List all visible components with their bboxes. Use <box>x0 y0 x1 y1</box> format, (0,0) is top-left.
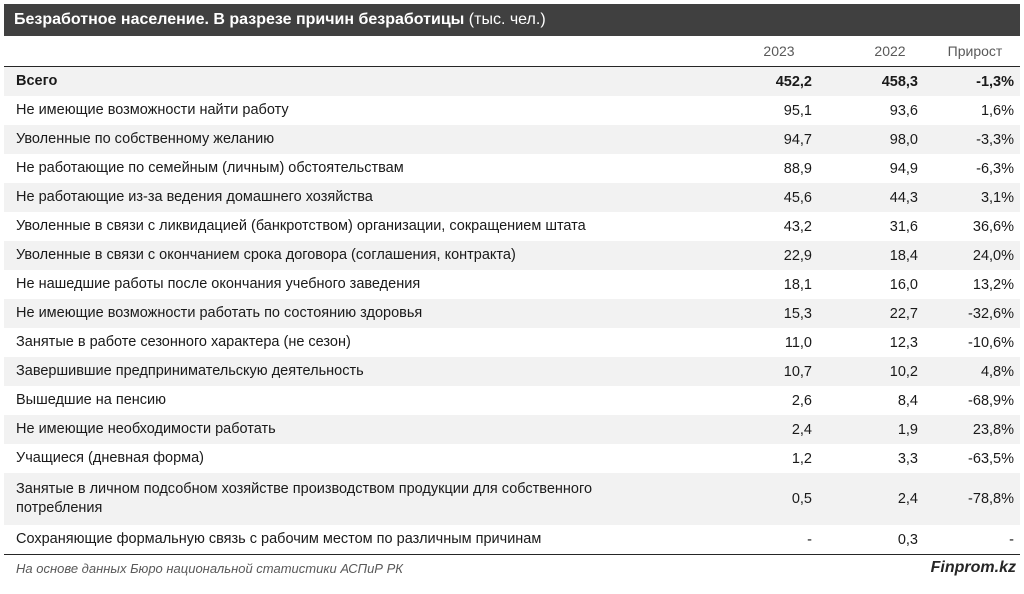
footer <box>4 555 1020 581</box>
row-value-2022: 98,0 <box>889 131 918 148</box>
row-value-growth: 13,2% <box>972 276 1014 293</box>
row-value-growth: -1,3% <box>976 73 1014 90</box>
header-2022: 2022 <box>874 43 906 59</box>
data-table <box>4 36 1020 555</box>
table-row <box>4 154 1020 183</box>
title-unit: (тыс. чел.) <box>468 11 546 28</box>
row-value-2023: 10,7 <box>783 363 812 380</box>
row-value-growth: -32,6% <box>968 305 1014 322</box>
row-label: Вышедшие на пенсию <box>16 392 167 408</box>
table-row <box>4 125 1020 154</box>
row-value-2022: 3,3 <box>897 450 918 467</box>
row-value-2023: 1,2 <box>791 450 812 467</box>
table-row <box>4 328 1020 357</box>
row-label: Не работающие из-за ведения домашнего хозяйства <box>16 189 373 205</box>
row-value-2022: 18,4 <box>889 247 918 264</box>
table-row <box>4 357 1020 386</box>
row-value-growth: 36,6% <box>972 218 1014 235</box>
row-value-growth: 1,6% <box>980 102 1014 119</box>
row-value-2023: 88,9 <box>783 160 812 177</box>
header-2023: 2023 <box>763 43 795 59</box>
row-value-2023: 18,1 <box>783 276 812 293</box>
table-row <box>4 299 1020 328</box>
row-value-growth: -6,3% <box>976 160 1014 177</box>
row-value-growth: -63,5% <box>968 450 1014 467</box>
row-value-2022: 2,4 <box>897 491 918 507</box>
table-title <box>4 4 1020 36</box>
row-value-2023: 94,7 <box>783 131 812 148</box>
table-row <box>4 415 1020 444</box>
row-value-2023: 2,4 <box>791 421 812 438</box>
table-row <box>4 386 1020 415</box>
row-value-growth: 4,8% <box>980 363 1014 380</box>
header-growth: Прирост <box>947 43 1003 59</box>
table-row <box>4 212 1020 241</box>
row-value-growth: -3,3% <box>976 131 1014 148</box>
row-value-2022: 16,0 <box>889 276 918 293</box>
row-value-2022: 1,9 <box>897 421 918 438</box>
row-label: Не имеющие возможности найти работу <box>16 102 289 118</box>
row-value-2023: 2,6 <box>791 392 812 409</box>
table-row <box>4 444 1020 473</box>
row-value-2023: 45,6 <box>783 189 812 206</box>
row-value-2023: 43,2 <box>783 218 812 235</box>
row-value-2022: 458,3 <box>881 73 918 90</box>
row-value-2022: 8,4 <box>897 392 918 409</box>
table-row-total <box>4 67 1020 96</box>
row-label: Уволенные в связи с окончанием срока договора (соглашения, контракта) <box>16 247 516 263</box>
row-value-2022: 10,2 <box>889 363 918 380</box>
row-value-2023: 22,9 <box>783 247 812 264</box>
row-label: Не имеющие необходимости работать <box>16 421 276 437</box>
row-value-2023: 452,2 <box>775 73 812 90</box>
row-value-growth: 23,8% <box>972 421 1014 438</box>
row-value-2023: 15,3 <box>783 305 812 322</box>
row-value-2023: - <box>807 531 812 548</box>
table-row <box>4 525 1020 555</box>
row-value-2022: 93,6 <box>889 102 918 119</box>
row-value-growth: -10,6% <box>968 334 1014 351</box>
row-value-2023: 0,5 <box>791 491 812 507</box>
table-body <box>4 67 1020 555</box>
table-row <box>4 96 1020 125</box>
row-value-growth: -78,8% <box>968 491 1014 507</box>
row-value-growth: 3,1% <box>980 189 1014 206</box>
row-value-2022: 12,3 <box>889 334 918 351</box>
row-value-2023: 11,0 <box>784 334 812 351</box>
row-value-2022: 31,6 <box>889 218 918 235</box>
row-label: Занятые в работе сезонного характера (не сезон) <box>16 334 351 350</box>
row-value-growth: - <box>1009 531 1014 548</box>
table-header-row <box>4 36 1020 67</box>
row-value-growth: 24,0% <box>972 247 1014 264</box>
row-value-2022: 44,3 <box>889 189 918 206</box>
row-value-2022: 94,9 <box>889 160 918 177</box>
row-label: Учащиеся (дневная форма) <box>16 450 204 466</box>
table-row <box>4 183 1020 212</box>
brand-logo: Finprom.kz <box>930 559 1016 576</box>
row-label: Уволенные в связи с ликвидацией (банкротством) организации, сокращением штата <box>16 218 586 234</box>
table-row <box>4 270 1020 299</box>
table-row <box>4 473 1020 525</box>
row-label: Сохраняющие формальную связь с рабочим местом по различным причинам <box>16 531 542 547</box>
row-value-2023: 95,1 <box>783 102 812 119</box>
row-label: Занятые в личном подсобном хозяйстве производством продукции для собственного потребления <box>16 481 593 516</box>
row-label: Не имеющие возможности работать по состоянию здоровья <box>16 305 423 321</box>
row-label: Всего <box>16 73 58 89</box>
title-main: Безработное население. В разрезе причин безработицы <box>14 11 465 28</box>
row-label: Уволенные по собственному желанию <box>16 131 275 147</box>
row-label: Не работающие по семейным (личным) обстоятельствам <box>16 160 404 176</box>
row-label: Завершившие предпринимательскую деятельность <box>16 363 364 379</box>
row-label: Не нашедшие работы после окончания учебного заведения <box>16 276 421 292</box>
row-value-2022: 22,7 <box>889 305 918 322</box>
row-value-growth: -68,9% <box>968 392 1014 409</box>
table-row <box>4 241 1020 270</box>
source-note: На основе данных Бюро национальной статистики АСПиР РК <box>16 560 403 576</box>
table-widget <box>4 4 1020 581</box>
row-value-2022: 0,3 <box>897 531 918 548</box>
